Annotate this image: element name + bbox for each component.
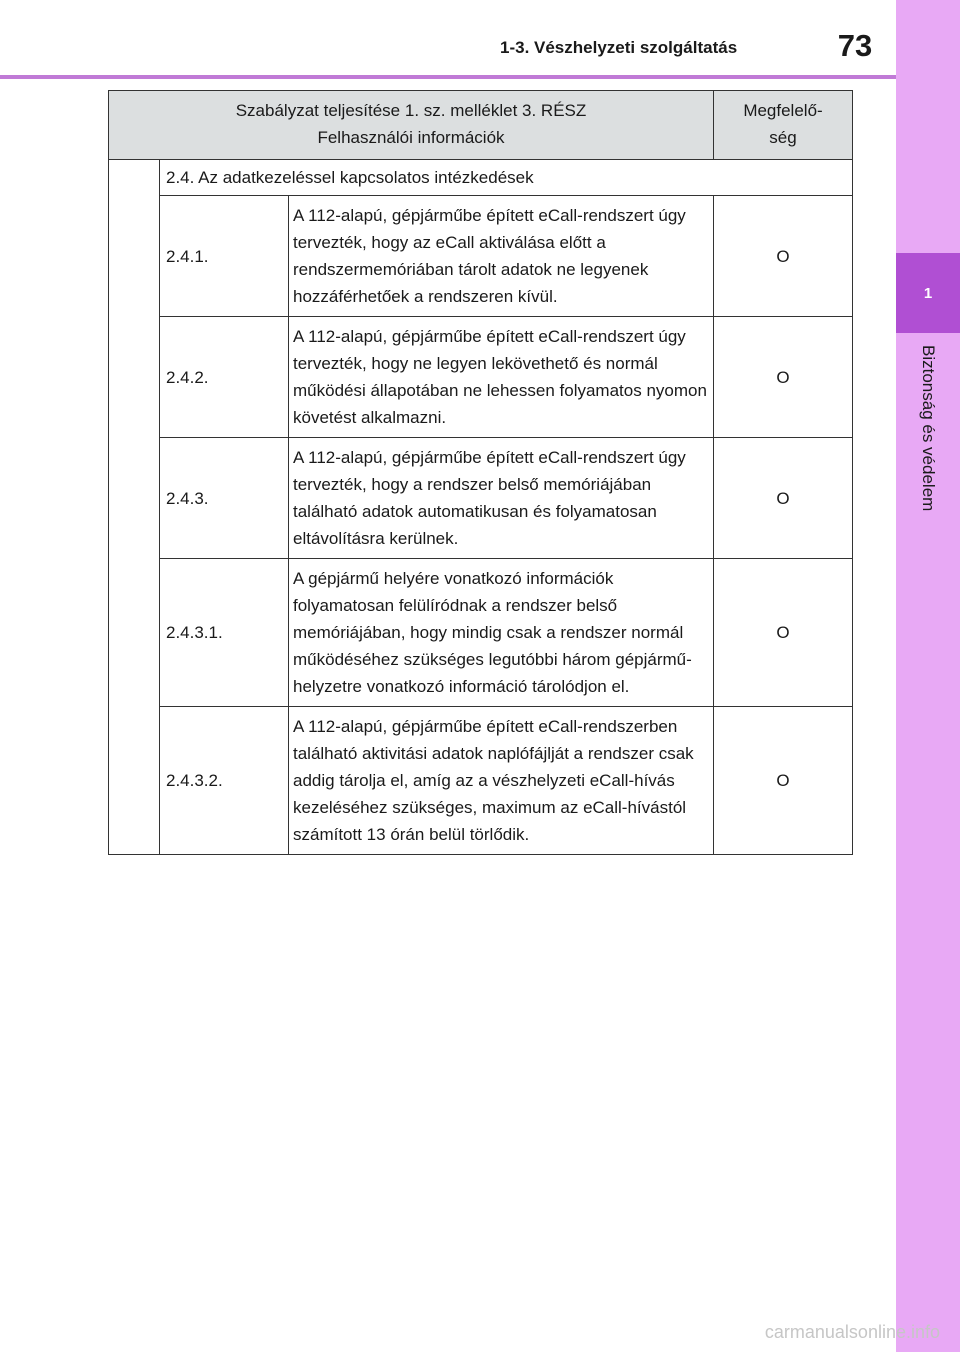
row-number: 2.4.3.2. <box>160 707 289 855</box>
table-row <box>109 317 853 438</box>
row-number: 2.4.3. <box>160 438 289 559</box>
header-divider <box>0 75 896 79</box>
row-conformity: O <box>714 707 853 855</box>
chapter-sidebar <box>896 0 960 1352</box>
compliance-table <box>108 90 853 855</box>
row-number: 2.4.3.1. <box>160 559 289 707</box>
table-row <box>109 196 853 317</box>
table-header-conformity <box>714 91 853 160</box>
row-text: A 112-alapú, gépjárműbe épített eCall-rendszert úgy tervezték, hogy a rendszer belső memóriájában található adatok automatikusan és folyamatosan eltávolításra kerülnek. <box>289 438 714 559</box>
page-number: 73 <box>837 28 873 63</box>
row-text: A 112-alapú, gépjárműbe épített eCall-rendszert úgy tervezték, hogy ne legyen lekövethető és normál működési állapotában ne lehessen folyamatos nyomon követést alkalmazni. <box>289 317 714 438</box>
row-text: A 112-alapú, gépjárműbe épített eCall-rendszert úgy tervezték, hogy az eCall aktiválása előtt a rendszermemóriában tárolt adatok ne legyenek hozzáférhetőek a rendszeren kívül. <box>289 196 714 317</box>
chapter-label: Biztonság és védelem <box>919 345 938 512</box>
table-header-row <box>109 91 853 160</box>
header-main-line2: Felhasználói információk <box>317 128 505 147</box>
chapter-number: 1 <box>923 284 933 302</box>
indent-cell <box>109 160 160 855</box>
row-number: 2.4.2. <box>160 317 289 438</box>
header-conf-line1: Megfelelő- <box>743 101 823 120</box>
section-heading-row <box>109 160 853 196</box>
section-title: 1-3. Vészhelyzeti szolgáltatás <box>500 38 738 57</box>
table-row <box>109 707 853 855</box>
row-text: A 112-alapú, gépjárműbe épített eCall-rendszerben található aktivitási adatok naplófájlját a rendszer csak addig tárolja el, amíg az a vészhelyzeti eCall-hívás kezeléséhez szükséges, maximum az eCall-hívástól számított 13 órán belül törlődik. <box>289 707 714 855</box>
header-conf-line2: ség <box>769 128 797 147</box>
header-main-line1: Szabályzat teljesítése 1. sz. melléklet 3. RÉSZ <box>235 101 587 120</box>
row-conformity: O <box>714 559 853 707</box>
row-conformity: O <box>714 317 853 438</box>
row-text: A gépjármű helyére vonatkozó információk folyamatosan felülíródnak a rendszer belső memóriájában, hogy mindig csak a rendszer normál működéséhez szükséges legutóbbi három gépjármű-helyzetre vonatkozó információ tárolódjon el. <box>289 559 714 707</box>
row-conformity: O <box>714 196 853 317</box>
section-heading: 2.4. Az adatkezeléssel kapcsolatos intézkedések <box>160 160 853 196</box>
watermark: carmanualsonline.info <box>764 1322 940 1342</box>
table-header-main <box>109 91 714 160</box>
row-conformity: O <box>714 438 853 559</box>
table-row <box>109 438 853 559</box>
chapter-number-tab[interactable] <box>896 253 960 333</box>
row-number: 2.4.1. <box>160 196 289 317</box>
table-row <box>109 559 853 707</box>
